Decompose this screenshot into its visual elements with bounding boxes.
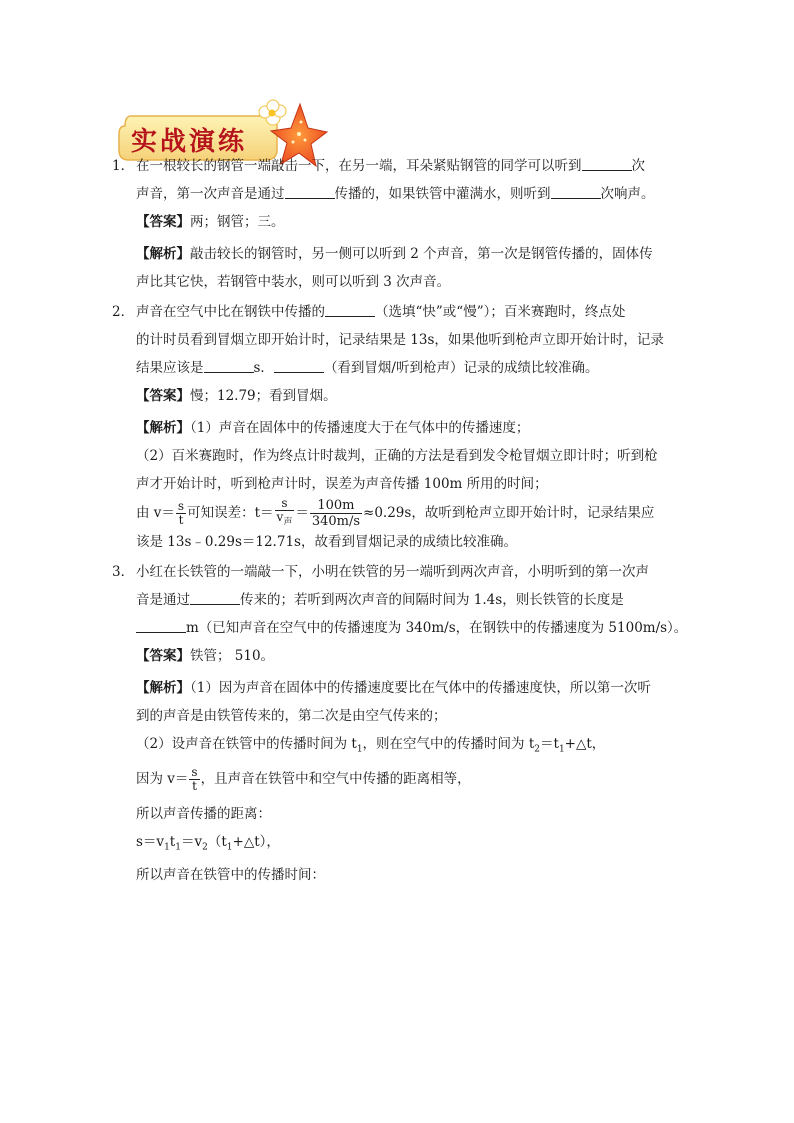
analysis-line: 【解析】（1）因为声音在固体中的传播速度要比在气体中的传播速度快，所以第一次听: [136, 680, 651, 696]
question-text: 声音，第一次声音是通过 传播的，如果铁管中灌满水，则听到 次响声。: [136, 186, 655, 202]
answer-blank: [285, 185, 335, 199]
fraction: $\frac{s}{v_声}$: [276, 496, 293, 528]
answer-blank: [136, 619, 186, 633]
analysis-line: 到的声音是由铁管传来的，第二次是由空气传来的；: [136, 708, 447, 724]
analysis-line: 所以声音在铁管中的传播时间：: [136, 867, 325, 884]
fraction: $\frac{s}{t}$: [191, 764, 198, 793]
analysis-line: （2）设声音在铁管中的传播时间为 $t_1$，则在空气中的传播时间为 $t_2=t_1+\triangle t$，: [136, 736, 606, 755]
answer-blank: [204, 359, 254, 373]
answer-blank: [551, 185, 601, 199]
analysis-line: 所以声音传播的距离：: [136, 805, 271, 822]
analysis-line: 声才开始计时，听到枪声计时，误差为声音传播 100m 所用的时间；: [136, 476, 548, 492]
analysis-line: 【解析】（1）声音在固体中的传播速度大于在气体中的传播速度；: [136, 420, 530, 436]
exercise-content: [112, 156, 692, 885]
answer-blank: [274, 359, 324, 373]
question-text: 音是通过 传来的；若听到两次声音的间隔时间为 1.4s，则长铁管的长度是: [136, 592, 624, 608]
answer-blank: [582, 157, 632, 171]
answer-line: 【答案】慢；12.79；看到冒烟。: [136, 388, 337, 404]
fraction: $\frac{100m}{340m/s}$: [311, 498, 361, 529]
question-text: 结果应该是 s． （看到冒烟/听到枪声）记录的成绩比较准确。: [136, 360, 599, 376]
analysis-line: （2）百米赛跑时，作为终点计时裁判，正确的方法是看到发令枪冒烟立即计时；听到枪: [136, 448, 658, 464]
question-1: [112, 156, 692, 292]
answer-blank: [190, 591, 240, 605]
question-text: 的计时员看到冒烟立即开始计时，记录结果是 13s，如果他听到枪声立即开始计时，记录: [136, 332, 664, 348]
question-text: 2． 声音在空气中比在钢铁中传播的 （选填“快”或“慢”）；百米赛跑时，终点处: [112, 304, 626, 320]
formula-line: 由 v＝ $\frac{s}{t}$ 可知误差：t＝ $\frac{s}{v_声}$ ＝ $\frac{100m}{340m/s}$ ≈0.29s，故听到枪声立即开始计时，记录结果应: [136, 496, 655, 529]
formula-line: 因为 v＝ $\frac{s}{t}$ ，且声音在铁管中和空气中传播的距离相等，: [136, 764, 471, 793]
formula-line: $s=v_1t_1=v_2(t_1+\triangle t)$，: [136, 833, 280, 853]
fraction: $\frac{s}{t}$: [177, 499, 185, 527]
answer-blank: [325, 303, 375, 317]
question-text: 3． 小红在长铁管的一端敲一下，小明在铁管的另一端听到两次声音，小明听到的第一次声: [112, 564, 649, 580]
question-3: [112, 562, 692, 885]
answer-line: 【答案】两；钢管；三。: [136, 214, 285, 230]
analysis-line: 声比其它快，若钢管中装水，则可以听到 3 次声音。: [136, 274, 451, 290]
analysis-line: 【解析】敲击较长的钢管时，另一侧可以听到 2 个声音，第一次是钢管传播的，固体传: [136, 246, 653, 262]
banner-title: 实战演练: [131, 127, 248, 157]
question-2: [112, 302, 692, 552]
analysis-line: 该是 13s﹣0.29s＝12.71s，故看到冒烟记录的成绩比较准确。: [136, 534, 517, 550]
question-text: m（已知声音在空气中的传播速度为 340m/s，在钢铁中的传播速度为 5100m/s）。: [112, 618, 692, 638]
answer-line: 【答案】铁管； 510。: [136, 648, 275, 664]
question-text: 1． 在一根较长的钢管一端敲击一下，在另一端，耳朵紧贴钢管的同学可以听到 次: [112, 158, 645, 174]
